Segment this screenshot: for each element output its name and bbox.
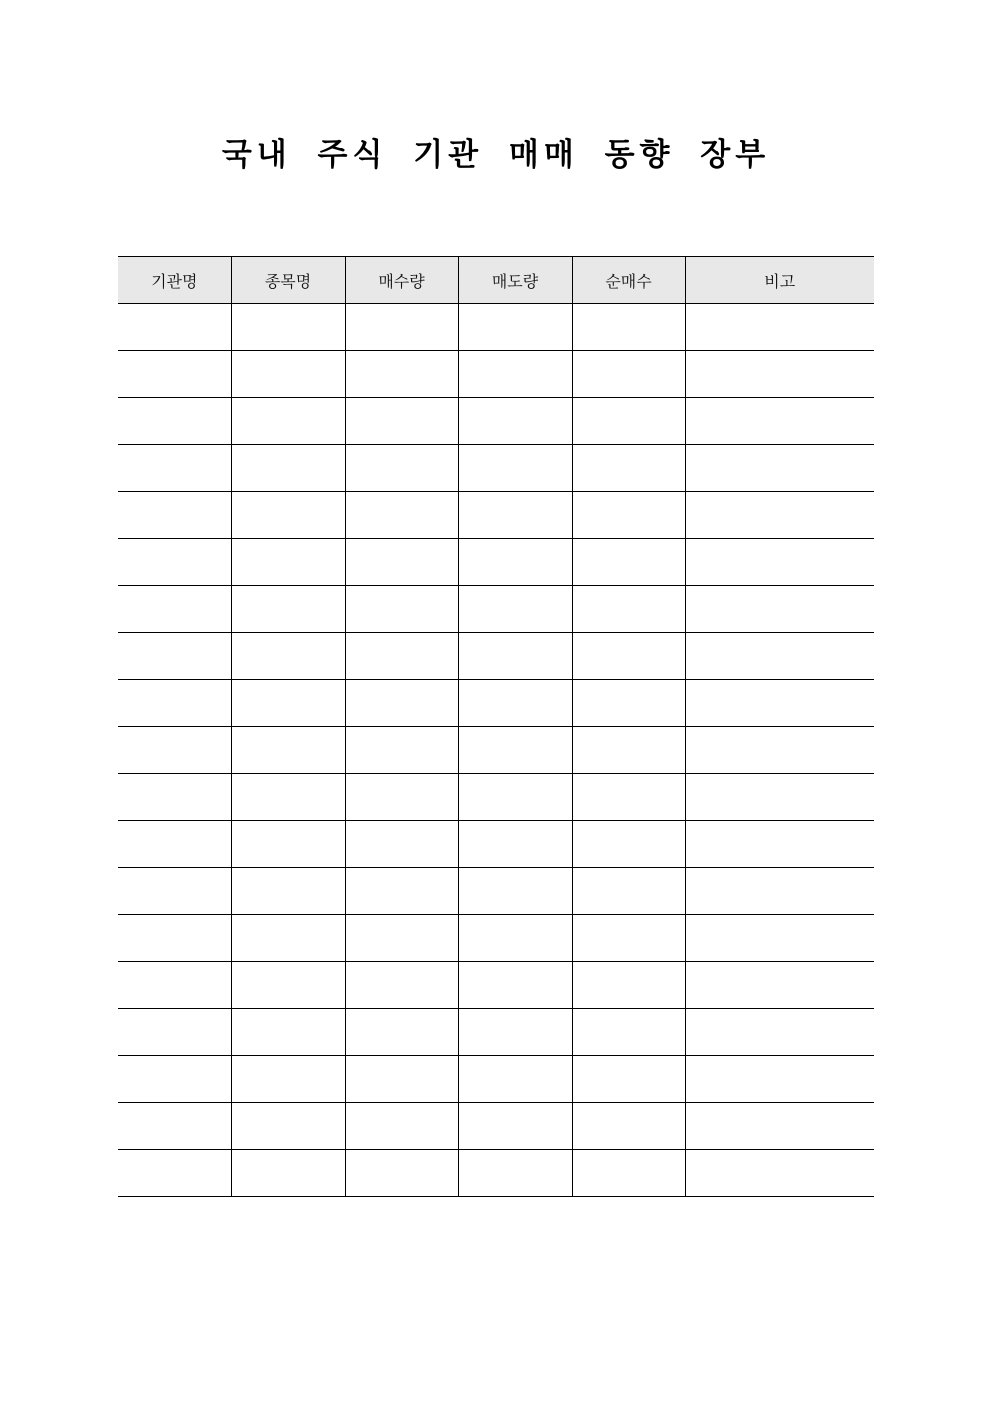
cell-remarks[interactable] [685,868,874,915]
cell-buy-volume[interactable] [345,586,458,633]
table-row [118,398,874,445]
table-row [118,727,874,774]
cell-net-buy[interactable] [572,445,685,492]
cell-sell-volume[interactable] [458,1150,572,1197]
cell-institution[interactable] [118,398,231,445]
cell-net-buy[interactable] [572,398,685,445]
cell-net-buy[interactable] [572,492,685,539]
cell-stock-name[interactable] [231,586,345,633]
cell-net-buy[interactable] [572,680,685,727]
cell-buy-volume[interactable] [345,539,458,586]
cell-institution[interactable] [118,1009,231,1056]
cell-institution[interactable] [118,821,231,868]
cell-net-buy[interactable] [572,868,685,915]
table-row [118,304,874,351]
table-row [118,680,874,727]
cell-sell-volume[interactable] [458,727,572,774]
cell-remarks[interactable] [685,1103,874,1150]
cell-institution[interactable] [118,586,231,633]
table-row [118,1150,874,1197]
column-header-stock-name: 종목명 [231,257,345,304]
table-row [118,539,874,586]
cell-buy-volume[interactable] [345,492,458,539]
table-row [118,351,874,398]
cell-institution[interactable] [118,1103,231,1150]
cell-buy-volume[interactable] [345,398,458,445]
table-row [118,821,874,868]
cell-remarks[interactable] [685,351,874,398]
cell-sell-volume[interactable] [458,304,572,351]
cell-net-buy[interactable] [572,304,685,351]
cell-remarks[interactable] [685,539,874,586]
cell-stock-name[interactable] [231,304,345,351]
cell-institution[interactable] [118,633,231,680]
cell-sell-volume[interactable] [458,351,572,398]
cell-buy-volume[interactable] [345,680,458,727]
cell-stock-name[interactable] [231,445,345,492]
table-row [118,492,874,539]
cell-sell-volume[interactable] [458,774,572,821]
cell-sell-volume[interactable] [458,1056,572,1103]
cell-remarks[interactable] [685,821,874,868]
cell-remarks[interactable] [685,633,874,680]
cell-sell-volume[interactable] [458,539,572,586]
cell-buy-volume[interactable] [345,351,458,398]
cell-sell-volume[interactable] [458,586,572,633]
cell-buy-volume[interactable] [345,868,458,915]
cell-buy-volume[interactable] [345,1056,458,1103]
cell-net-buy[interactable] [572,1056,685,1103]
cell-net-buy[interactable] [572,821,685,868]
cell-institution[interactable] [118,868,231,915]
cell-stock-name[interactable] [231,1056,345,1103]
cell-institution[interactable] [118,962,231,1009]
cell-buy-volume[interactable] [345,1103,458,1150]
cell-net-buy[interactable] [572,586,685,633]
cell-sell-volume[interactable] [458,398,572,445]
cell-buy-volume[interactable] [345,915,458,962]
cell-net-buy[interactable] [572,774,685,821]
cell-net-buy[interactable] [572,539,685,586]
column-header-institution: 기관명 [118,257,231,304]
cell-stock-name[interactable] [231,351,345,398]
cell-stock-name[interactable] [231,398,345,445]
cell-stock-name[interactable] [231,1103,345,1150]
table-row [118,1103,874,1150]
cell-stock-name[interactable] [231,633,345,680]
cell-net-buy[interactable] [572,1150,685,1197]
cell-net-buy[interactable] [572,351,685,398]
cell-institution[interactable] [118,774,231,821]
cell-remarks[interactable] [685,727,874,774]
cell-institution[interactable] [118,727,231,774]
cell-sell-volume[interactable] [458,915,572,962]
cell-institution[interactable] [118,492,231,539]
cell-institution[interactable] [118,539,231,586]
cell-stock-name[interactable] [231,1009,345,1056]
cell-buy-volume[interactable] [345,821,458,868]
cell-sell-volume[interactable] [458,680,572,727]
cell-remarks[interactable] [685,492,874,539]
cell-stock-name[interactable] [231,539,345,586]
cell-institution[interactable] [118,1150,231,1197]
table-header-row [118,257,874,304]
cell-net-buy[interactable] [572,633,685,680]
cell-stock-name[interactable] [231,774,345,821]
cell-institution[interactable] [118,304,231,351]
cell-buy-volume[interactable] [345,1009,458,1056]
table-row [118,868,874,915]
column-header-net-buy: 순매수 [572,257,685,304]
column-header-buy-volume: 매수량 [345,257,458,304]
column-header-remarks: 비고 [685,257,874,304]
cell-net-buy[interactable] [572,915,685,962]
cell-buy-volume[interactable] [345,727,458,774]
cell-net-buy[interactable] [572,1103,685,1150]
cell-remarks[interactable] [685,1009,874,1056]
cell-stock-name[interactable] [231,821,345,868]
ledger-table [118,256,874,1197]
cell-remarks[interactable] [685,915,874,962]
table-row [118,915,874,962]
cell-buy-volume[interactable] [345,445,458,492]
cell-remarks[interactable] [685,680,874,727]
cell-buy-volume[interactable] [345,1150,458,1197]
cell-institution[interactable] [118,915,231,962]
cell-sell-volume[interactable] [458,821,572,868]
cell-sell-volume[interactable] [458,492,572,539]
column-header-sell-volume: 매도량 [458,257,572,304]
cell-sell-volume[interactable] [458,868,572,915]
cell-buy-volume[interactable] [345,633,458,680]
cell-buy-volume[interactable] [345,962,458,1009]
cell-sell-volume[interactable] [458,1103,572,1150]
cell-remarks[interactable] [685,1150,874,1197]
cell-net-buy[interactable] [572,727,685,774]
table-row [118,774,874,821]
cell-institution[interactable] [118,351,231,398]
cell-institution[interactable] [118,680,231,727]
cell-remarks[interactable] [685,586,874,633]
cell-remarks[interactable] [685,445,874,492]
table-row [118,1056,874,1103]
page-title: 국내 주식 기관 매매 동향 장부 [221,137,771,173]
cell-institution[interactable] [118,1056,231,1103]
table-row [118,633,874,680]
cell-stock-name[interactable] [231,868,345,915]
table-body [118,304,874,1197]
cell-remarks[interactable] [685,962,874,1009]
cell-stock-name[interactable] [231,1150,345,1197]
cell-stock-name[interactable] [231,915,345,962]
cell-remarks[interactable] [685,774,874,821]
cell-remarks[interactable] [685,1056,874,1103]
table-row [118,1009,874,1056]
table-row [118,445,874,492]
table-row [118,586,874,633]
table-row [118,962,874,1009]
cell-sell-volume[interactable] [458,445,572,492]
cell-sell-volume[interactable] [458,1009,572,1056]
cell-stock-name[interactable] [231,680,345,727]
cell-remarks[interactable] [685,304,874,351]
cell-sell-volume[interactable] [458,633,572,680]
cell-sell-volume[interactable] [458,962,572,1009]
cell-net-buy[interactable] [572,962,685,1009]
cell-remarks[interactable] [685,398,874,445]
cell-stock-name[interactable] [231,727,345,774]
cell-buy-volume[interactable] [345,304,458,351]
cell-net-buy[interactable] [572,1009,685,1056]
cell-stock-name[interactable] [231,962,345,1009]
cell-institution[interactable] [118,445,231,492]
cell-buy-volume[interactable] [345,774,458,821]
cell-stock-name[interactable] [231,492,345,539]
